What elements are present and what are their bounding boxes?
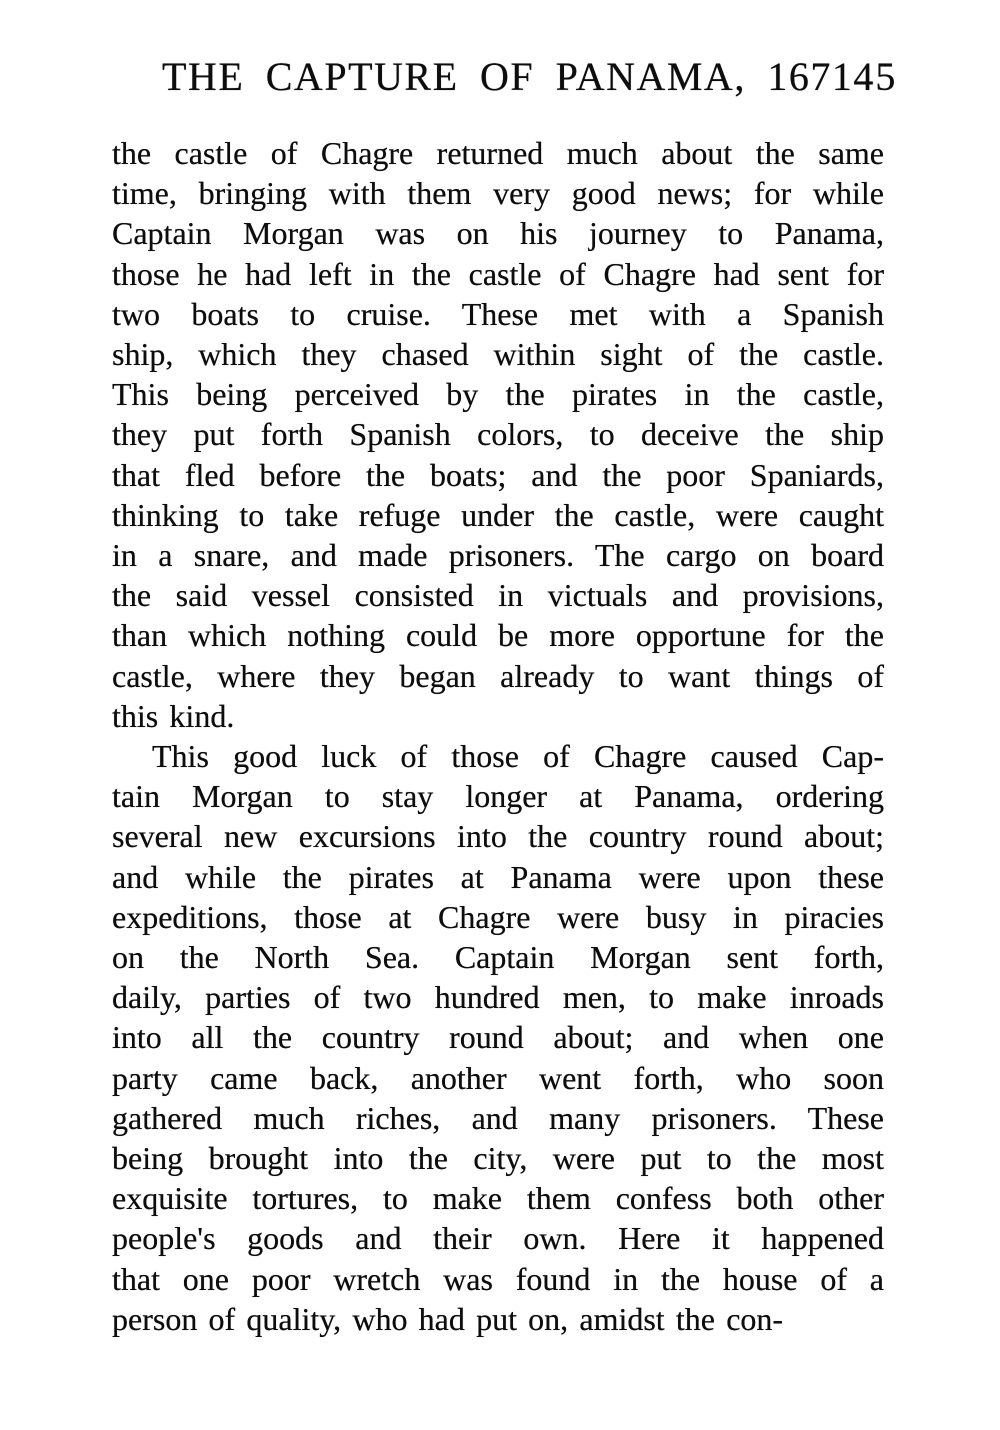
text-line: and while the pirates at Panama were upon these (112, 858, 884, 895)
text-line: This good luck of those of Chagre caused Cap- (152, 738, 884, 775)
text-line: the said vessel consisted in victuals and provisions, (112, 577, 884, 614)
text-line: Captain Morgan was on his journey to Panama, (112, 215, 884, 252)
text-column (112, 54, 898, 1339)
running-header (112, 54, 898, 99)
text-line: being brought into the city, were put to the most (112, 1140, 884, 1177)
text-line: the castle of Chagre returned much about the same (112, 135, 884, 171)
text-line: party came back, another went forth, who soon (112, 1059, 884, 1096)
text-line: those he had left in the castle of Chagre had sent for (112, 255, 884, 292)
text-line: that one poor wretch was found in the house of a (112, 1260, 884, 1297)
text-line: person of quality, who had put on, amidst the con- (112, 1300, 784, 1337)
paragraph (112, 736, 884, 1339)
paragraph (112, 133, 884, 736)
text-line: time, bringing with them very good news; for while (112, 175, 884, 212)
page-number: 45 (853, 54, 898, 99)
text-line: two boats to cruise. These met with a Spanish (112, 295, 884, 332)
text-line: this kind. (112, 697, 235, 734)
text-line: castle, where they began already to want things of (112, 657, 884, 694)
text-line: exquisite tortures, to make them confess both other (112, 1180, 884, 1217)
text-line: than which nothing could be more opportune for the (112, 617, 884, 654)
text-line: in a snare, and made prisoners. The cargo on board (112, 537, 884, 574)
text-line: expeditions, those at Chagre were busy in piracies (112, 898, 884, 935)
text-line: several new excursions into the country round about; (112, 818, 884, 855)
body-text (112, 133, 884, 1339)
text-line: thinking to take refuge under the castle, were caught (112, 496, 884, 533)
text-line: that fled before the boats; and the poor Spaniards, (112, 456, 884, 493)
text-line: ship, which they chased within sight of the castle. (112, 336, 884, 373)
text-line: tain Morgan to stay longer at Panama, ordering (112, 778, 884, 815)
text-line: people's goods and their own. Here it happened (112, 1220, 884, 1257)
text-line: on the North Sea. Captain Morgan sent forth, (112, 939, 884, 976)
text-line: gathered much riches, and many prisoners. These (112, 1099, 884, 1136)
text-line: they put forth Spanish colors, to deceive the ship (112, 416, 884, 453)
text-line: into all the country round about; and when one (112, 1019, 884, 1056)
text-line: This being perceived by the pirates in the castle, (112, 376, 884, 413)
text-line: daily, parties of two hundred men, to make inroads (112, 979, 884, 1016)
page-title: THE CAPTURE OF PANAMA, 1671 (162, 54, 854, 99)
